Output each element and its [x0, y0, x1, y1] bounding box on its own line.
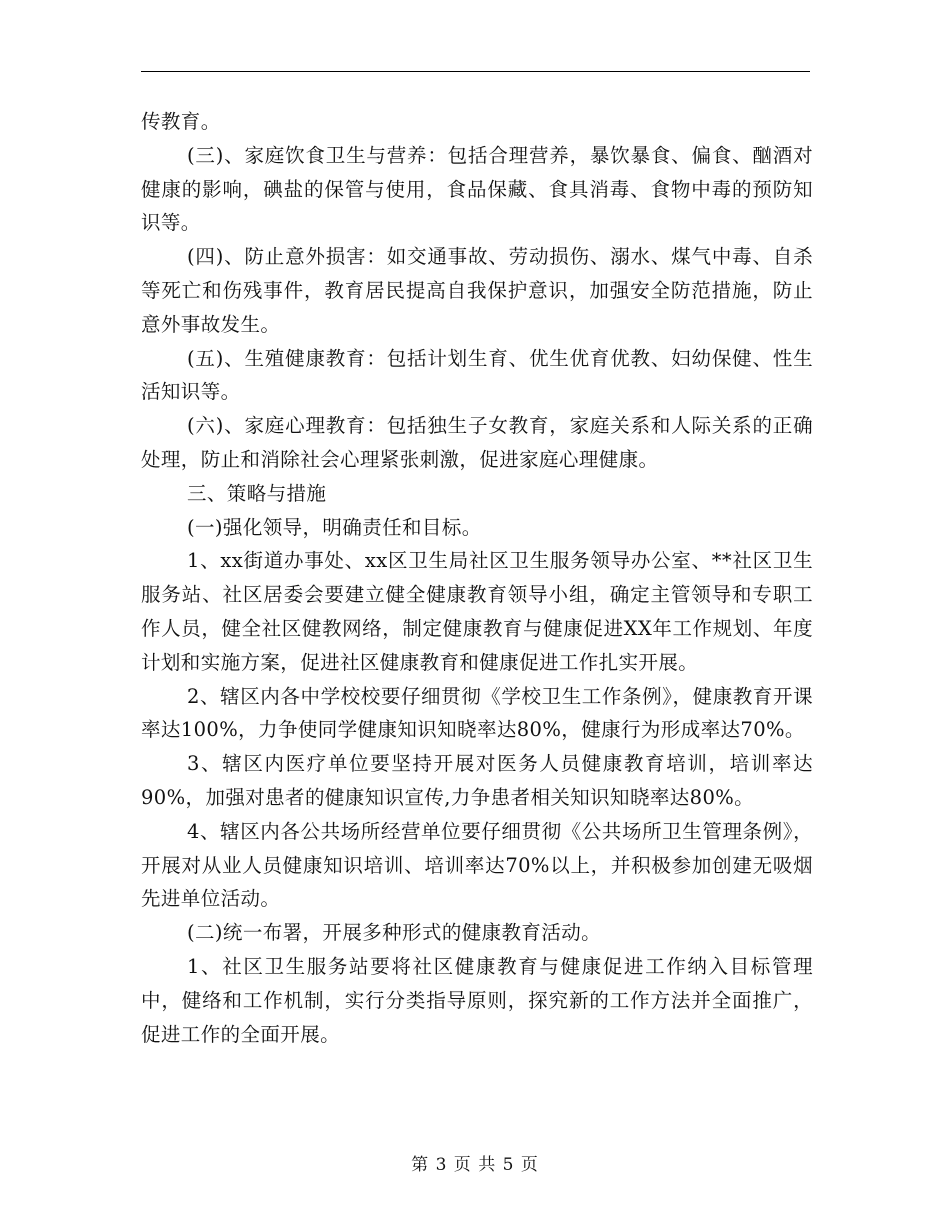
paragraph: (四)、防止意外损害：如交通事故、劳动损伤、溺水、煤气中毒、自杀等死亡和伤残事件，教育居民提高自我保护意识，加强安全防范措施，防止意外事故发生。 [141, 245, 813, 336]
subsection-heading: (一)强化领导，明确责任和目标。 [187, 515, 482, 539]
paragraph: 1、xx街道办事处、xx区卫生局社区卫生服务领导办公室、**社区卫生服务站、社区居委会要建立健全健康教育领导小组，确定主管领导和专职工作人员，健全社区健教网络，制定健康教育与健康促进XX年工作规划、年度计划和实施方案，促进社区健康教育和健康促进工作扎实开展。 [141, 549, 813, 674]
paragraph: 2、辖区内各中学校校要仔细贯彻《学校卫生工作条例》，健康教育开课率达100%，力争使同学健康知识知晓率达80%，健康行为形成率达70%。 [141, 684, 813, 742]
section-heading: 三、策略与措施 [187, 481, 327, 505]
subsection-heading: (二)统一布署，开展多种形式的健康教育活动。 [187, 921, 602, 945]
paragraph: 1、社区卫生服务站要将社区健康教育与健康促进工作纳入目标管理中，健络和工作机制，实行分类指导原则，探究新的工作方法并全面推广，促进工作的全面开展。 [141, 954, 813, 1046]
document-body [141, 105, 813, 1051]
paragraph: 4、辖区内各公共场所经营单位要仔细贯彻《公共场所卫生管理条例》，开展对从业人员健康知识培训、培训率达70%以上，并积极参加创建无吸烟先进单位活动。 [141, 819, 813, 911]
page-number-footer: 第 3 页 共 5 页 [411, 1155, 539, 1175]
paragraph: (五)、生殖健康教育：包括计划生育、优生优育优教、妇幼保健、性生活知识等。 [141, 346, 813, 404]
paragraph: 3、辖区内医疗单位要坚持开展对医务人员健康教育培训，培训率达90%，加强对患者的健康知识宣传,力争患者相关知识知晓率达80%。 [141, 752, 813, 809]
paragraph: (三)、家庭饮食卫生与营养：包括合理营养，暴饮暴食、偏食、酗酒对健康的影响，碘盐的保管与使用，食品保藏、食具消毒、食物中毒的预防知识等。 [141, 143, 813, 235]
paragraph: 传教育。 [141, 110, 221, 133]
header-rule [141, 71, 810, 72]
paragraph: (六)、家庭心理教育：包括独生子女教育，家庭关系和人际关系的正确处理，防止和消除社会心理紧张刺激，促进家庭心理健康。 [141, 414, 813, 471]
